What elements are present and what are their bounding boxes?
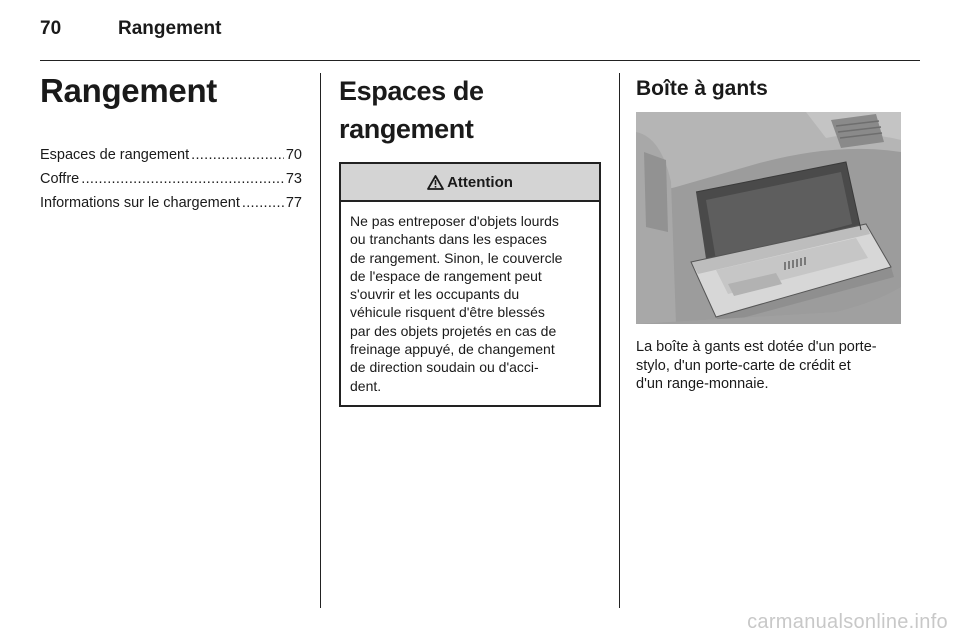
section-title: Espaces de rangement	[339, 76, 484, 144]
watermark: carmanualsonline.info	[747, 611, 948, 633]
attention-box	[339, 162, 601, 407]
toc-entry-label: Coffre	[40, 171, 80, 187]
table-of-contents	[40, 147, 302, 219]
attention-line: s'ouvrir et les occupants du	[350, 286, 520, 303]
toc-entry-label: Espaces de rangement	[40, 147, 190, 163]
header-rule	[40, 60, 920, 61]
attention-line: par des objets projetés en cas de	[350, 322, 557, 339]
attention-line: véhicule risquent d'être blessés	[350, 304, 545, 321]
section-column	[339, 72, 601, 407]
attention-header	[341, 164, 599, 202]
attention-heading: Attention	[447, 173, 513, 191]
glovebox-illustration	[636, 112, 901, 324]
attention-line: freinage appuyé, de changement	[350, 341, 555, 358]
toc-entry[interactable]	[40, 195, 302, 219]
toc-entry-page: 73	[285, 171, 302, 187]
description-line: La boîte à gants est dotée d'un porte-	[636, 339, 877, 355]
attention-text	[341, 202, 599, 405]
attention-line: ou tranchants dans les espaces	[350, 231, 547, 248]
description-line: stylo, d'un porte-carte de crédit et	[636, 357, 851, 374]
glovebox-title: Boîte à gants	[636, 77, 768, 100]
page-header	[40, 18, 920, 58]
toc-entry-page: 70	[285, 147, 302, 163]
toc-leader-dots	[242, 195, 284, 211]
attention-line: dent.	[350, 377, 382, 394]
glovebox-description	[636, 338, 901, 394]
chapter-title: Rangement	[40, 72, 217, 109]
glovebox-column	[636, 72, 901, 394]
column-divider-1	[320, 73, 321, 608]
attention-line: Ne pas entreposer d'objets lourds	[350, 213, 559, 229]
warning-triangle-icon	[427, 175, 444, 190]
description-line: d'un range-monnaie.	[636, 376, 769, 392]
toc-entry[interactable]	[40, 147, 302, 171]
chapter-column	[40, 72, 302, 219]
toc-leader-dots	[191, 147, 284, 163]
toc-leader-dots	[81, 171, 284, 187]
column-divider-2	[619, 73, 620, 608]
attention-line: de l'espace de rangement peut	[350, 267, 542, 284]
attention-line: de rangement. Sinon, le couvercle	[350, 249, 563, 266]
running-title: Rangement	[118, 18, 222, 39]
toc-entry-page: 77	[285, 195, 302, 211]
toc-entry[interactable]	[40, 171, 302, 195]
attention-line: de direction soudain ou d'acci-	[350, 359, 539, 376]
page-number: 70	[40, 18, 62, 39]
toc-entry-label: Informations sur le chargement	[40, 195, 240, 211]
